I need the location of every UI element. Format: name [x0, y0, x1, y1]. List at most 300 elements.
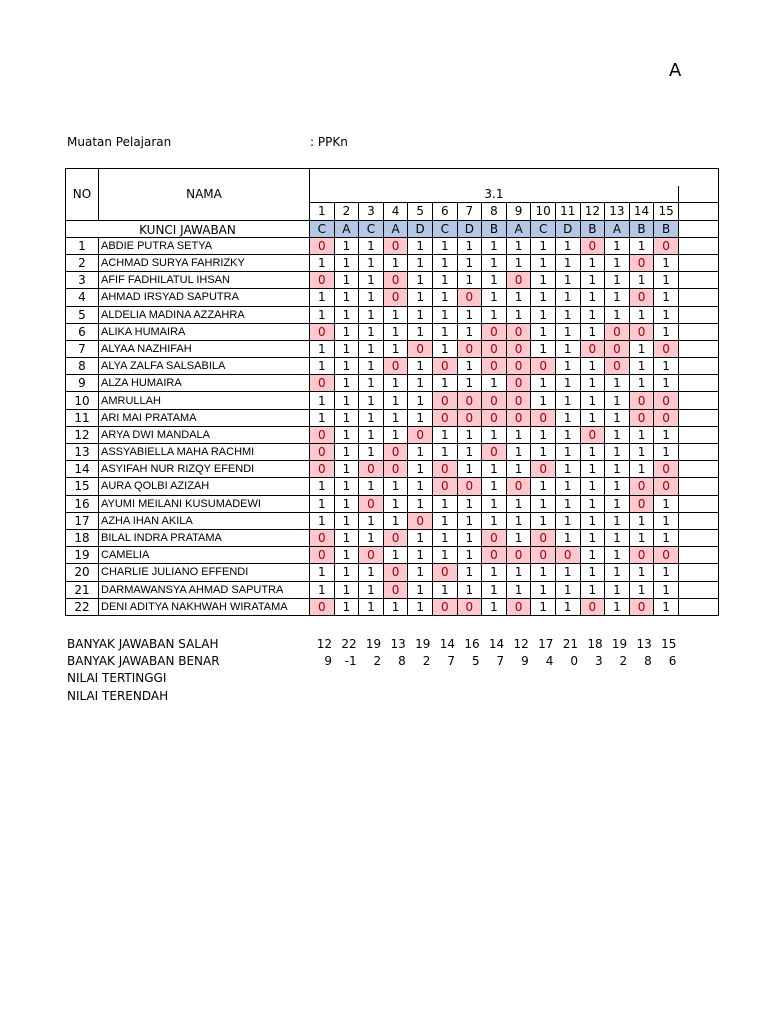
wrong-count-value: 14 [439, 637, 455, 651]
blank-cell [678, 444, 718, 461]
score-cell: 1 [359, 272, 384, 289]
score-cell: 0 [359, 547, 384, 564]
right-count-value: 2 [422, 654, 431, 669]
wrong-count-value: 16 [464, 637, 480, 651]
score-cell: 1 [506, 237, 531, 254]
score-cell: 1 [654, 444, 679, 461]
score-cell: 1 [654, 306, 679, 323]
score-cell: 0 [531, 409, 556, 426]
score-cell: 0 [383, 358, 408, 375]
score-cell: 1 [334, 564, 359, 581]
score-cell: 1 [605, 375, 630, 392]
score-cell: 1 [334, 375, 359, 392]
highest-row [67, 670, 768, 687]
student-row [66, 529, 719, 546]
blank-cell [678, 409, 718, 426]
score-cell: 1 [555, 444, 580, 461]
score-cell: 1 [334, 272, 359, 289]
student-row [66, 547, 719, 564]
score-cell: 1 [359, 529, 384, 546]
score-cell: 0 [310, 461, 335, 478]
score-cell: 1 [580, 529, 605, 546]
score-cell: 1 [383, 409, 408, 426]
score-cell: 1 [383, 323, 408, 340]
question-number: 12 [580, 203, 605, 220]
student-name: ALYA ZALFA SALSABILA [99, 358, 310, 375]
score-cell: 1 [629, 272, 654, 289]
score-cell: 1 [482, 598, 507, 615]
blank-cell [678, 598, 718, 615]
score-cell: 1 [555, 392, 580, 409]
score-cell: 1 [580, 495, 605, 512]
score-cell: 0 [531, 358, 556, 375]
score-cell: 0 [482, 529, 507, 546]
score-cell: 0 [555, 547, 580, 564]
score-cell: 1 [531, 323, 556, 340]
score-cell: 0 [310, 375, 335, 392]
score-cell: 1 [383, 392, 408, 409]
score-cell: 0 [654, 461, 679, 478]
score-cell: 1 [359, 340, 384, 357]
score-cell: 1 [334, 306, 359, 323]
score-cell: 0 [506, 340, 531, 357]
score-cell: 1 [383, 340, 408, 357]
score-cell: 0 [506, 478, 531, 495]
score-cell: 1 [580, 444, 605, 461]
score-cell: 0 [580, 598, 605, 615]
score-cell: 0 [506, 547, 531, 564]
blank-cell [678, 203, 718, 220]
student-row [66, 237, 719, 254]
title-fragment: A [669, 60, 682, 81]
score-cell: 1 [531, 426, 556, 443]
score-cell: 1 [432, 512, 457, 529]
student-name: DARMAWANSYA AHMAD SAPUTRA [99, 581, 310, 598]
wrong-count-value: 12 [513, 637, 529, 651]
wrong-label: BANYAK JAWABAN SALAH [67, 637, 219, 651]
blank-cell [678, 375, 718, 392]
score-cell: 1 [432, 375, 457, 392]
score-cell: 0 [482, 547, 507, 564]
student-number: 4 [66, 289, 99, 306]
student-name: ASYIFAH NUR RIZQY EFENDI [99, 461, 310, 478]
right-count-value: 7 [496, 654, 505, 669]
score-cell: 1 [334, 254, 359, 271]
score-cell: 1 [359, 375, 384, 392]
wrong-count-value: 19 [365, 637, 382, 651]
score-cell: 1 [555, 306, 580, 323]
score-cell: 0 [531, 529, 556, 546]
blank-cell [678, 426, 718, 443]
wrong-count-value: 12 [316, 637, 332, 651]
score-cell: 1 [482, 375, 507, 392]
score-cell: 1 [605, 478, 630, 495]
student-row [66, 444, 719, 461]
score-cell: 0 [654, 478, 679, 495]
score-cell: 1 [334, 392, 359, 409]
score-cell: 1 [432, 272, 457, 289]
score-cell: 0 [383, 444, 408, 461]
score-cell: 1 [408, 461, 433, 478]
score-cell: 1 [334, 581, 359, 598]
student-row [66, 340, 719, 357]
lowest-label: NILAI TERENDAH [67, 688, 169, 703]
student-name: ALYAA NAZHIFAH [99, 340, 310, 357]
student-number: 18 [66, 529, 99, 546]
score-cell: 0 [432, 392, 457, 409]
blank-cell [678, 581, 718, 598]
score-cell: 1 [580, 375, 605, 392]
student-row [66, 461, 719, 478]
score-cell: 1 [629, 512, 654, 529]
score-cell: 1 [580, 254, 605, 271]
score-cell: 1 [654, 426, 679, 443]
score-cell: 0 [383, 581, 408, 598]
score-cell: 1 [605, 461, 630, 478]
answer-key-cell: A [506, 220, 531, 237]
score-cell: 1 [506, 426, 531, 443]
score-cell: 0 [629, 254, 654, 271]
score-cell: 0 [432, 598, 457, 615]
blank-cell [678, 306, 718, 323]
summary-block [67, 636, 768, 705]
score-cell: 1 [482, 512, 507, 529]
score-cell: 1 [506, 289, 531, 306]
score-cell: 0 [310, 547, 335, 564]
score-cell: 0 [457, 392, 482, 409]
question-number: 8 [482, 203, 507, 220]
score-cell: 1 [334, 547, 359, 564]
blank-cell [678, 186, 718, 203]
score-cell: 1 [334, 289, 359, 306]
score-cell: 1 [654, 254, 679, 271]
score-cell: 0 [408, 426, 433, 443]
student-number: 21 [66, 581, 99, 598]
score-cell: 1 [555, 272, 580, 289]
student-row [66, 289, 719, 306]
right-count-value: -1 [344, 654, 357, 669]
score-cell: 0 [629, 409, 654, 426]
question-number: 15 [654, 203, 679, 220]
right-count-value: 7 [447, 654, 455, 669]
score-cell: 0 [482, 340, 507, 357]
question-number: 6 [432, 203, 457, 220]
student-row [66, 272, 719, 289]
score-cell: 1 [629, 340, 654, 357]
score-cell: 1 [555, 461, 580, 478]
blank-cell [678, 564, 718, 581]
score-cell: 1 [359, 444, 384, 461]
student-number: 13 [66, 444, 99, 461]
score-cell: 1 [605, 306, 630, 323]
score-cell: 1 [359, 237, 384, 254]
score-cell: 1 [531, 444, 556, 461]
student-number: 14 [66, 461, 99, 478]
score-cell: 0 [310, 237, 335, 254]
score-cell: 1 [482, 426, 507, 443]
right-count-value: 8 [644, 654, 652, 669]
score-cell: 1 [457, 512, 482, 529]
score-cell: 1 [531, 306, 556, 323]
score-cell: 1 [580, 392, 605, 409]
score-cell: 1 [482, 461, 507, 478]
score-cell: 1 [629, 426, 654, 443]
score-cell: 1 [580, 272, 605, 289]
score-cell: 1 [408, 237, 433, 254]
score-cell: 0 [310, 272, 335, 289]
score-cell: 1 [432, 529, 457, 546]
score-cell: 1 [654, 289, 679, 306]
score-cell: 1 [629, 358, 654, 375]
student-row [66, 598, 719, 615]
score-cell: 0 [383, 461, 408, 478]
answer-key-cell: B [629, 220, 654, 237]
score-cell: 1 [457, 461, 482, 478]
score-cell: 1 [457, 581, 482, 598]
student-number: 8 [66, 358, 99, 375]
score-cell: 1 [383, 547, 408, 564]
score-cell: 1 [408, 581, 433, 598]
score-cell: 1 [555, 495, 580, 512]
score-cell: 0 [654, 547, 679, 564]
right-count-value: 3 [594, 654, 603, 669]
question-number: 1 [310, 203, 335, 220]
score-cell: 1 [580, 289, 605, 306]
blank-cell [678, 547, 718, 564]
score-cell: 1 [605, 598, 630, 615]
score-cell: 0 [383, 272, 408, 289]
score-cell: 0 [506, 323, 531, 340]
score-cell: 1 [506, 529, 531, 546]
right-count-row [67, 653, 768, 670]
score-cell: 1 [334, 358, 359, 375]
student-row [66, 426, 719, 443]
score-cell: 0 [506, 392, 531, 409]
score-cell: 1 [482, 254, 507, 271]
score-cell: 1 [408, 289, 433, 306]
score-cell: 0 [629, 495, 654, 512]
score-cell: 0 [482, 409, 507, 426]
score-cell: 1 [482, 237, 507, 254]
student-number: 11 [66, 409, 99, 426]
score-cell: 1 [408, 358, 433, 375]
score-cell: 1 [383, 598, 408, 615]
score-cell: 1 [408, 375, 433, 392]
question-number: 11 [555, 203, 580, 220]
score-cell: 1 [605, 547, 630, 564]
score-cell: 1 [555, 254, 580, 271]
score-cell: 1 [605, 426, 630, 443]
student-number: 16 [66, 495, 99, 512]
question-number: 5 [408, 203, 433, 220]
blank-cell [678, 478, 718, 495]
answer-key-cell: B [482, 220, 507, 237]
student-row [66, 392, 719, 409]
score-cell: 1 [408, 254, 433, 271]
student-name: AHMAD IRSYAD SAPUTRA [99, 289, 310, 306]
score-cell: 1 [531, 289, 556, 306]
score-cell: 1 [605, 529, 630, 546]
score-cell: 1 [629, 444, 654, 461]
student-number: 15 [66, 478, 99, 495]
score-cell: 1 [506, 581, 531, 598]
score-cell: 1 [605, 237, 630, 254]
blank-cell [678, 495, 718, 512]
score-cell: 1 [334, 461, 359, 478]
score-cell: 0 [310, 323, 335, 340]
student-number: 5 [66, 306, 99, 323]
score-cell: 0 [310, 598, 335, 615]
score-cell: 1 [531, 272, 556, 289]
score-cell: 1 [432, 289, 457, 306]
score-cell: 1 [310, 254, 335, 271]
score-cell: 1 [654, 512, 679, 529]
answer-table [65, 168, 719, 616]
score-cell: 1 [555, 375, 580, 392]
score-cell: 0 [531, 461, 556, 478]
score-cell: 1 [605, 272, 630, 289]
student-row [66, 358, 719, 375]
score-cell: 1 [482, 581, 507, 598]
score-cell: 1 [482, 272, 507, 289]
student-number: 1 [66, 237, 99, 254]
score-cell: 1 [408, 547, 433, 564]
no-header: NO [66, 169, 99, 221]
score-cell: 1 [506, 564, 531, 581]
score-cell: 1 [580, 512, 605, 529]
score-cell: 1 [408, 529, 433, 546]
score-cell: 1 [310, 289, 335, 306]
score-cell: 1 [531, 598, 556, 615]
group-label: 3.1 [310, 186, 679, 203]
score-cell: 0 [310, 444, 335, 461]
score-cell: 1 [383, 512, 408, 529]
score-cell: 0 [629, 289, 654, 306]
score-cell: 1 [432, 581, 457, 598]
answer-key-cell: B [654, 220, 679, 237]
score-cell: 1 [334, 426, 359, 443]
kunci-cell: KUNCI JAWABAN [66, 220, 310, 237]
score-cell: 1 [531, 581, 556, 598]
student-number: 6 [66, 323, 99, 340]
score-cell: 1 [383, 426, 408, 443]
right-count-value: 2 [373, 654, 382, 669]
score-cell: 1 [555, 581, 580, 598]
score-cell: 1 [629, 564, 654, 581]
score-cell: 1 [432, 323, 457, 340]
subject-value: : PPKn [310, 135, 348, 149]
score-cell: 0 [506, 598, 531, 615]
score-cell: 1 [432, 444, 457, 461]
score-cell: 0 [629, 478, 654, 495]
score-cell: 1 [555, 237, 580, 254]
score-cell: 1 [457, 375, 482, 392]
score-cell: 0 [482, 392, 507, 409]
subject-row [67, 135, 768, 151]
score-cell: 0 [457, 289, 482, 306]
score-cell: 0 [408, 340, 433, 357]
score-cell: 1 [383, 306, 408, 323]
score-cell: 1 [457, 323, 482, 340]
score-cell: 0 [482, 358, 507, 375]
score-cell: 1 [605, 564, 630, 581]
score-cell: 1 [359, 512, 384, 529]
score-cell: 1 [334, 598, 359, 615]
score-cell: 1 [359, 254, 384, 271]
score-cell: 0 [457, 409, 482, 426]
score-cell: 0 [408, 512, 433, 529]
score-cell: 1 [654, 272, 679, 289]
score-cell: 1 [605, 444, 630, 461]
question-number: 4 [383, 203, 408, 220]
student-name: BILAL INDRA PRATAMA [99, 529, 310, 546]
score-cell: 1 [531, 512, 556, 529]
student-row [66, 323, 719, 340]
score-cell: 1 [457, 444, 482, 461]
score-cell: 1 [408, 444, 433, 461]
score-cell: 1 [359, 564, 384, 581]
score-cell: 1 [334, 444, 359, 461]
score-cell: 1 [654, 598, 679, 615]
score-cell: 0 [432, 564, 457, 581]
answer-key-cell: A [334, 220, 359, 237]
score-cell: 0 [359, 495, 384, 512]
score-cell: 1 [359, 323, 384, 340]
question-number: 7 [457, 203, 482, 220]
score-cell: 1 [359, 581, 384, 598]
score-cell: 1 [506, 461, 531, 478]
student-row [66, 564, 719, 581]
answer-key-cell: A [605, 220, 630, 237]
student-name: ARYA DWI MANDALA [99, 426, 310, 443]
score-cell: 1 [359, 598, 384, 615]
score-cell: 1 [334, 478, 359, 495]
score-cell: 1 [359, 358, 384, 375]
student-name: ASSYABIELLA MAHA RACHMI [99, 444, 310, 461]
score-cell: 0 [310, 426, 335, 443]
score-cell: 1 [457, 254, 482, 271]
score-cell: 1 [605, 581, 630, 598]
score-cell: 1 [580, 461, 605, 478]
score-cell: 1 [629, 237, 654, 254]
score-cell: 1 [555, 478, 580, 495]
blank-cell [678, 272, 718, 289]
score-cell: 1 [555, 512, 580, 529]
wrong-count-value: 19 [415, 637, 431, 651]
score-cell: 0 [629, 547, 654, 564]
score-cell: 1 [310, 564, 335, 581]
score-cell: 1 [457, 237, 482, 254]
student-number: 17 [66, 512, 99, 529]
lowest-row [67, 688, 768, 705]
student-number: 7 [66, 340, 99, 357]
student-row [66, 495, 719, 512]
score-cell: 1 [506, 306, 531, 323]
student-row [66, 409, 719, 426]
blank-cell [678, 289, 718, 306]
student-row [66, 375, 719, 392]
answer-key-row [66, 220, 719, 237]
score-cell: 1 [334, 323, 359, 340]
score-cell: 1 [531, 478, 556, 495]
right-count-value: 9 [324, 654, 332, 669]
score-cell: 1 [457, 358, 482, 375]
right-count-value: 5 [471, 654, 480, 669]
answer-key-cell: C [531, 220, 556, 237]
score-cell: 1 [605, 495, 630, 512]
student-name: ALDELIA MADINA AZZAHRA [99, 306, 310, 323]
score-cell: 1 [383, 254, 408, 271]
